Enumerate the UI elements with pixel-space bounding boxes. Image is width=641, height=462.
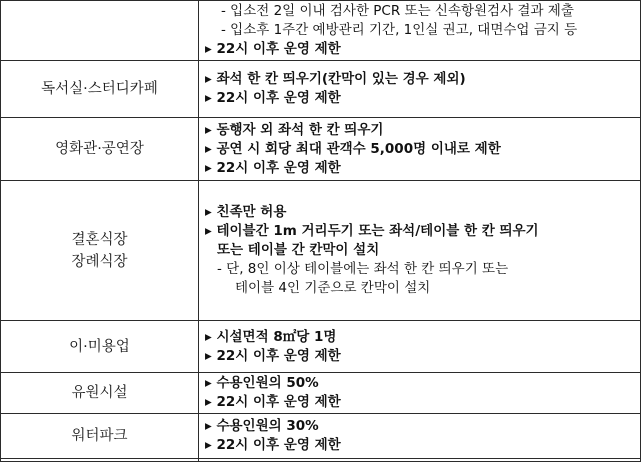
rule-line: - 입소전 2일 이내 검사한 PCR 또는 신속항원검사 결과 제출 (221, 3, 574, 19)
table-row (1, 1, 641, 61)
table-row (1, 321, 641, 373)
rule-line: 테이블 4인 기준으로 칸막이 설치 (235, 280, 431, 296)
rule-line: ▸ 22시 이후 운영 제한 (205, 90, 341, 106)
rule-line: ▸ 좌석 한 칸 띄우기(칸막이 있는 경우 제외) (205, 71, 466, 87)
rule-line: ▸ 22시 이후 운영 제한 (205, 347, 341, 364)
table-row (1, 459, 641, 462)
restriction-rules (199, 61, 641, 118)
restriction-rules (199, 1, 641, 61)
category-label: 영화관·공연장 (55, 141, 144, 157)
category-label: 독서실·스터디카페 (41, 81, 158, 97)
facility-category (1, 459, 199, 462)
table-row (1, 61, 641, 118)
rule-line: ▸ 동행자 외 좌석 한 칸 띄우기 (205, 121, 384, 138)
category-label: 결혼식장 (71, 231, 128, 248)
facility-category (1, 181, 199, 321)
restriction-rules (199, 118, 641, 181)
restriction-rules (199, 321, 641, 373)
restriction-rules (199, 459, 641, 462)
facility-category (1, 414, 199, 459)
rule-line: - 입소후 1주간 예방관리 기간, 1인실 권고, 대면수업 금지 등 (221, 22, 578, 38)
table-body (1, 1, 641, 462)
restriction-rules (199, 181, 641, 321)
facility-category (1, 321, 199, 373)
rule-line: ▸ 친족만 허용 (205, 204, 287, 220)
rule-line: ▸ 수용인원의 50% (205, 375, 319, 391)
category-label: 이·미용업 (69, 338, 130, 355)
rule-line: 또는 테이블 간 칸막이 설치 (217, 242, 380, 258)
rule-line: ▸ 22시 이후 운영 제한 (205, 437, 341, 453)
rule-line: ▸ 공연 시 회당 최대 관객수 5,000명 이내로 제한 (205, 140, 501, 157)
table-row (1, 181, 641, 321)
facility-category (1, 373, 199, 414)
category-label: 유원시설 (71, 385, 128, 401)
restriction-rules (199, 414, 641, 459)
restriction-rules (199, 373, 641, 414)
table-row (1, 118, 641, 181)
rule-line: ▸ 테이블간 1m 거리두기 또는 좌석/테이블 한 칸 띄우기 (205, 223, 539, 239)
table-row (1, 414, 641, 459)
rule-line: ▸ 시설면적 8㎡당 1명 (205, 328, 337, 345)
category-label: 장례식장 (71, 253, 128, 270)
rule-line: - 단, 8인 이상 테이블에는 좌석 한 칸 띄우기 또는 (217, 261, 509, 277)
facility-category (1, 118, 199, 181)
category-label: 워터파크 (71, 428, 128, 444)
rule-line: ▸ 22시 이후 운영 제한 (205, 159, 341, 176)
rule-line: ▸ 22시 이후 운영 제한 (205, 394, 341, 410)
rule-line: ▸ 수용인원의 30% (205, 418, 319, 434)
table-row (1, 373, 641, 414)
facility-category (1, 1, 199, 61)
facility-category (1, 61, 199, 118)
rule-line: ▸ 22시 이후 운영 제한 (205, 41, 341, 57)
